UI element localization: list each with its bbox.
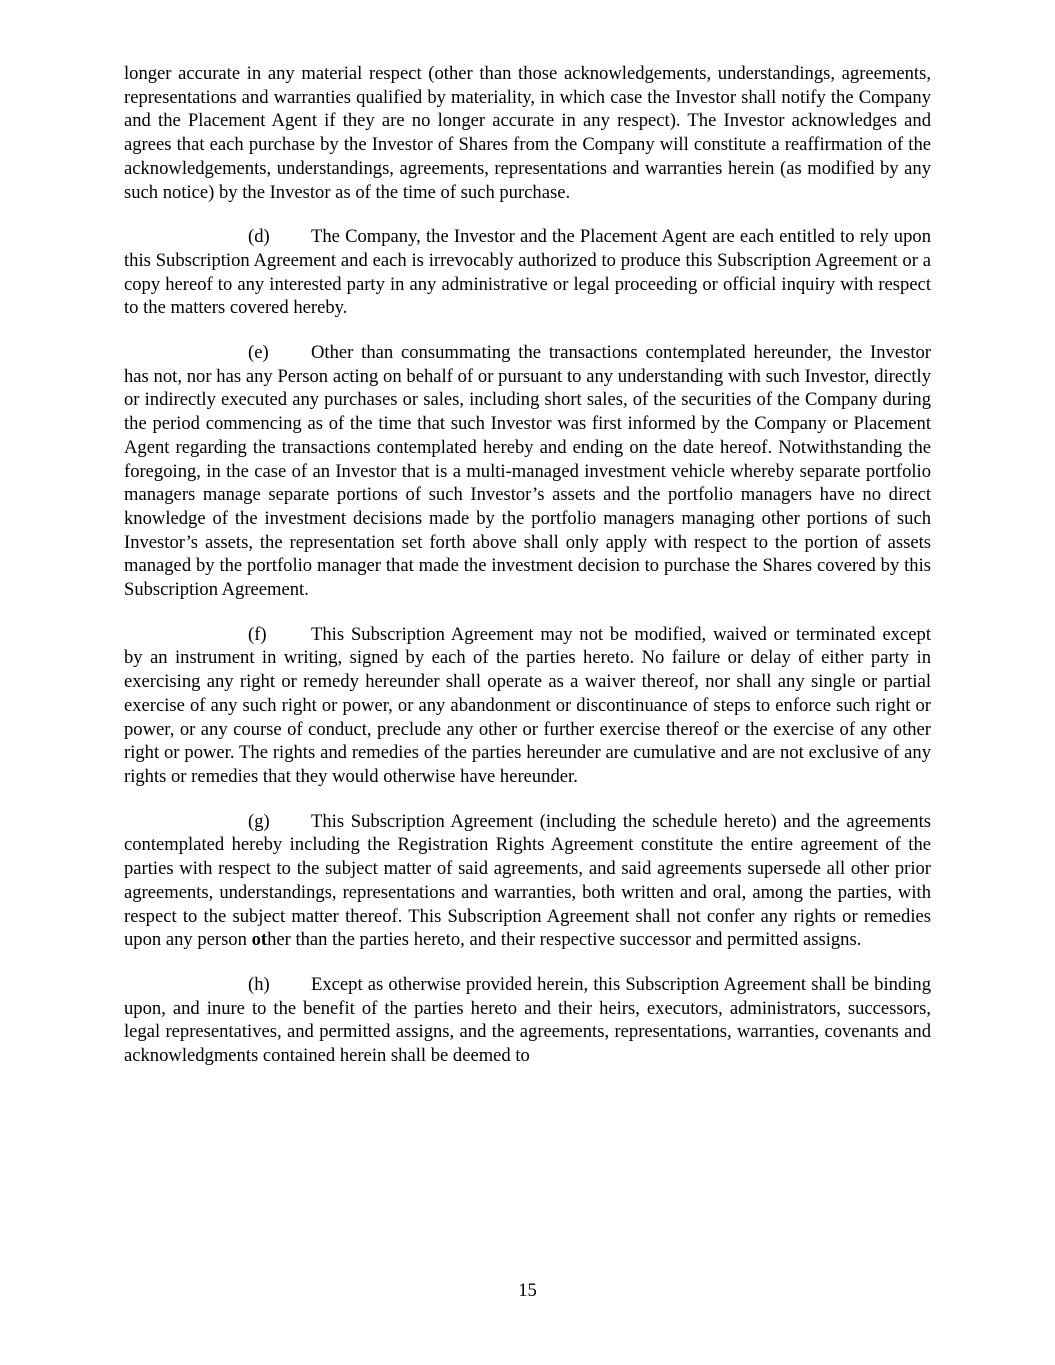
bold-fragment: ot <box>251 929 268 951</box>
paragraph-label: (h) <box>248 973 270 995</box>
paragraph-h <box>124 973 931 1068</box>
paragraph-label: (f) <box>248 623 267 645</box>
paragraph-label: (d) <box>248 226 270 248</box>
paragraph-text: Except as otherwise provided herein, this Subscription Agreement shall be binding upon, and inure to the benefit of the parties hereto and their heirs, executors, administrators, successors, legal representatives, and permitted assigns, and the agreements, representations, warranties, covenants and acknowledgments contained herein shall be deemed to <box>124 973 931 1067</box>
paragraph-e <box>124 341 931 602</box>
paragraph-g <box>124 810 931 952</box>
paragraph-continuation: longer accurate in any material respect (other than those acknowledgements, understandings, agreements, representations and warranties qualified by materiality, in which case the Investor shall notify the Company and the Placement Agent if they are no longer accurate in any respect). The Investor acknowledges and agrees that each purchase by the Investor of Shares from the Company will constitute a reaffirmation of the acknowledgements, understandings, agreements, representations and warranties herein (as modified by any such notice) by the Investor as of the time of such purchase. <box>124 63 931 203</box>
paragraph-text-before-bold: This Subscription Agreement (including the schedule hereto) and the agreements contemplated hereby including the Registration Rights Agreement constitute the entire agreement of the parties with respect to the subject matter of said agreements, and said agreements supersede all other prior agreements, understandings, representations and warranties, both written and oral, among the parties, with respect to the subject matter thereof. This Subscription Agreement shall not confer any rights or remedies upon any person <box>124 810 931 951</box>
paragraph-f <box>124 623 931 789</box>
paragraph-d <box>124 225 931 320</box>
paragraph-label: (g) <box>248 810 270 832</box>
paragraph-label: (e) <box>248 342 269 364</box>
paragraph-text: The Company, the Investor and the Placement Agent are each entitled to rely upon this Subscription Agreement and each is irrevocably authorized to produce this Subscription Agreement or a copy hereof to any interested party in any administrative or legal proceeding or official inquiry with respect to the matters covered hereby. <box>124 226 931 319</box>
paragraph-text: Other than consummating the transactions contemplated hereunder, the Investor has not, nor has any Person acting on behalf of or pursuant to any understanding with such Investor, directly or indirectly executed any purchases or sales, including short sales, of the securities of the Company during the period commencing as of the time that such Investor was first informed by the Company or Placement Agent regarding the transactions contemplated hereby and ending on the date hereof. Notwithstanding the foregoing, in the case of an Investor that is a multi-managed investment vehicle whereby separate portfolio managers manage separate portions of such Investor’s assets and the portfolio managers have no direct knowledge of the investment decisions made by the portfolio managers managing other portions of such Investor’s assets, the representation set forth above shall only apply with respect to the portion of assets managed by the portfolio manager that made the investment decision to purchase the Shares covered by this Subscription Agreement. <box>124 342 931 601</box>
document-body <box>124 62 931 1089</box>
page-number: 15 <box>518 1280 537 1301</box>
paragraph-text-after-bold: her than the parties hereto, and their respective successor and permitted assigns. <box>267 929 862 951</box>
paragraph-text: This Subscription Agreement may not be modified, waived or terminated except by an instrument in writing, signed by each of the parties hereto. No failure or delay of either party in exercising any right or remedy hereunder shall operate as a waiver thereof, nor shall any single or partial exercise of any such right or power, or any abandonment or discontinuance of steps to enforce such right or power, or any course of conduct, preclude any other or further exercise thereof or the exercise of any other right or power. The rights and remedies of the parties hereunder are cumulative and are not exclusive of any rights or remedies that they would otherwise have hereunder. <box>124 623 931 787</box>
